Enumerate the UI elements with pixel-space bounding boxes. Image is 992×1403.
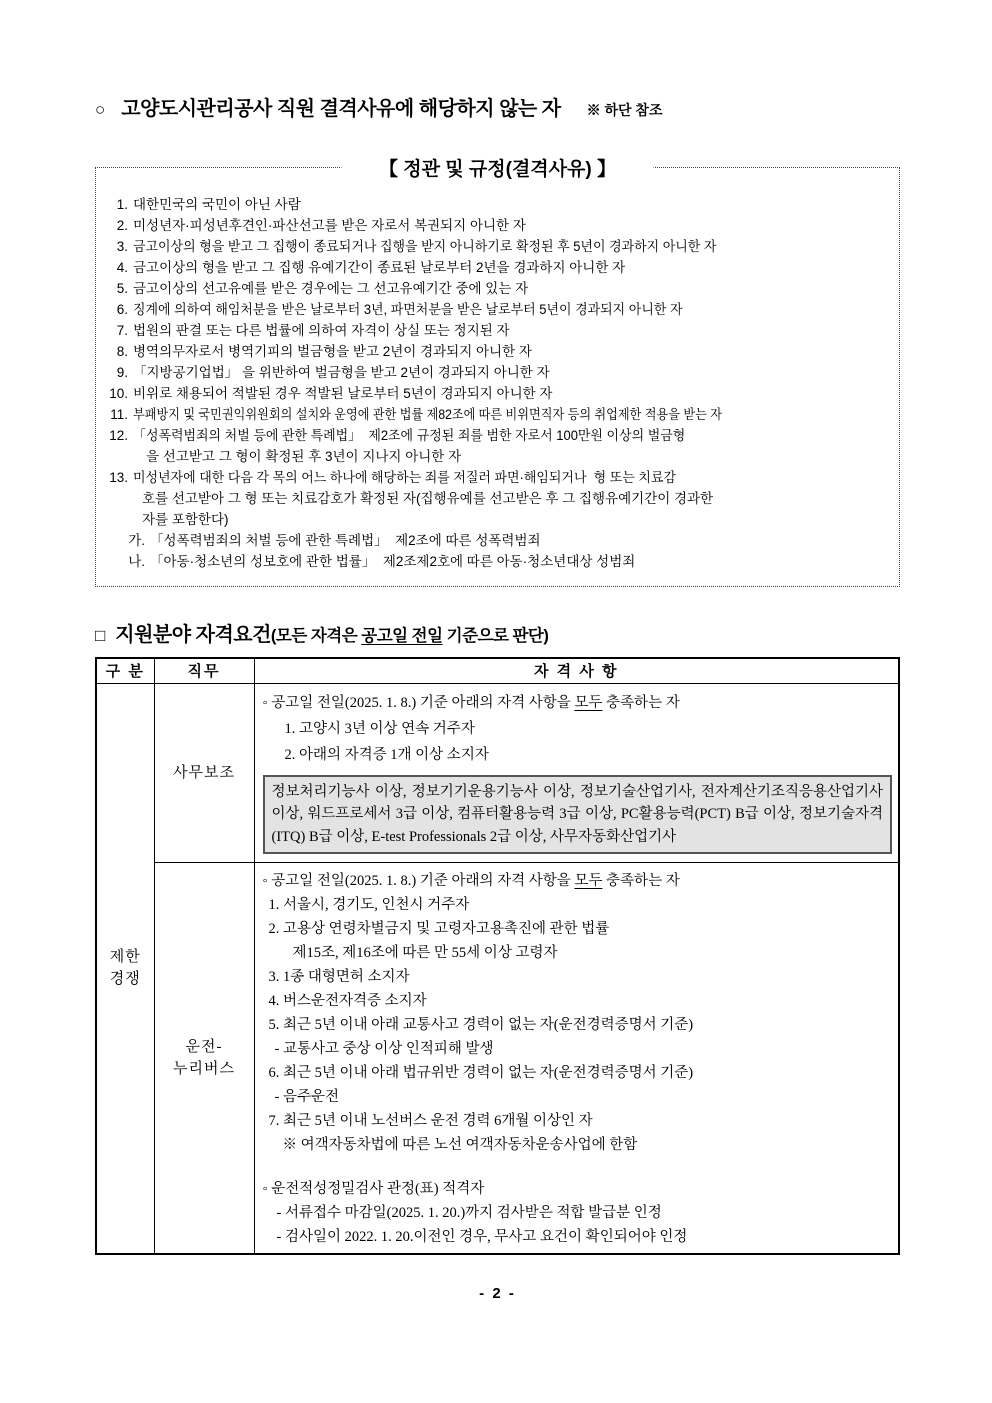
- section-heading: [95, 618, 900, 647]
- disqualification-box-title: 【 정관 및 규정(결격사유) 】: [341, 154, 654, 181]
- disq-item-text: 대한민국의 국민이 아닌 사람: [133, 197, 301, 212]
- section-subtitle-underlined: 공고일 전일: [361, 627, 443, 645]
- disq-item-number: 10.: [109, 386, 128, 401]
- requirement-line: 4. 버스운전자격증 소지자: [268, 992, 427, 1009]
- column-header-category: 구 분: [96, 658, 154, 683]
- disq-item-number: 2.: [116, 218, 128, 233]
- disq-item: [106, 467, 891, 488]
- disq-item: [106, 341, 891, 362]
- requirement-intro-line: ◦ 공고일 전일(2025. 1. 8.) 기준 아래의 자격 사항을 모두 충족하는 자: [262, 694, 680, 711]
- disq-item: [106, 404, 891, 425]
- job-label: 사무보조: [173, 764, 235, 781]
- requirement-line: 2. 아래의 자격증 1개 이상 소지자: [284, 746, 489, 763]
- table-row: [96, 862, 899, 1254]
- disq-item-text: 미성년자에 대한 다음 각 목의 어느 하나에 해당하는 죄를 저질러 파면·해임되거나 형 또는 치료감: [133, 470, 676, 485]
- requirement-line: 5. 최근 5년 이내 아래 교통사고 경력이 없는 자(운전경력증명서 기준): [268, 1016, 694, 1033]
- requirement-line: 1. 고양시 3년 이상 연속 거주자: [284, 720, 475, 737]
- requirements-cell-office-assistant: [254, 683, 899, 862]
- section-subtitle-prefix: (모든 자격은: [270, 627, 362, 645]
- job-cell-bus-driver: [154, 862, 254, 1254]
- disq-item-text: 부패방지 및 국민권익위원회의 설치와 운영에 관한 법률 제82조에 따른 비위면직자 등의 취업제한 적용을 받는 자: [133, 407, 722, 422]
- table-header-row: [96, 658, 899, 683]
- disq-item: [106, 362, 891, 383]
- disq-item-text: 금고이상의 형을 받고 그 집행이 종료되거나 집행을 받지 아니하기로 확정된 후 5년이 경과하지 아니한 자: [133, 239, 717, 254]
- disq-item-continuation: 을 선고받고 그 형이 확정된 후 3년이 지나지 아니한 자: [146, 449, 462, 464]
- qualification-table: [95, 657, 900, 1255]
- requirement-subline: - 음주운전: [274, 1088, 339, 1105]
- disq-item-text: 「지방공기업법」 을 위반하여 벌금형을 받고 2년이 경과되지 아니한 자: [133, 365, 550, 380]
- disq-item-number: 7.: [116, 323, 128, 338]
- page-title: 고양도시관리공사 직원 결격사유에 해당하지 않는 자: [121, 98, 561, 120]
- disq-item-text: 「성폭력범죄의 처벌 등에 관한 특례법」 제2조에 규정된 죄를 범한 자로서 100만원 이상의 벌금형: [133, 428, 686, 443]
- column-header-qualifications: 자 격 사 항: [254, 658, 899, 683]
- requirement-line: 3. 1종 대형면허 소지자: [268, 968, 410, 985]
- table-row: [96, 683, 899, 862]
- disq-item: [106, 215, 891, 236]
- disq-item: [106, 236, 891, 257]
- disq-item-number: 9.: [116, 365, 128, 380]
- disq-item-number: 6.: [116, 302, 128, 317]
- column-header-job: 직무: [154, 658, 254, 683]
- requirement-line: 2. 고용상 연령차별금지 및 고령자고용촉진에 관한 법률: [268, 920, 610, 937]
- certificate-list-box: 정보처리기능사 이상, 정보기기운용기능사 이상, 정보기술산업기사, 전자계산기조직응용산업기사 이상, 워드프로세서 3급 이상, 컴퓨터활용능력 3급 이상, PC활용능력(PCT) B급 이상, 정보기술자격(ITQ) B급 이상, E-test Professionals 2급 이상, 사무자동화산업기사: [263, 775, 893, 855]
- requirement-line: 제15조, 제16조에 따른 만 55세 이상 고령자: [292, 944, 558, 961]
- disq-item-text: 미성년자·피성년후견인·파산선고를 받은 자로서 복권되지 아니한 자: [133, 218, 526, 233]
- disq-item-text: 병역의무자로서 병역기피의 벌금형을 받고 2년이 경과되지 아니한 자: [133, 344, 532, 359]
- disq-item: [106, 320, 891, 341]
- disq-item: [106, 278, 891, 299]
- section-title: 지원분야 자격요건: [115, 624, 271, 646]
- job-label: 누리버스: [173, 1060, 235, 1077]
- disq-subitem-number: 나.: [128, 554, 145, 569]
- requirement-line: 7. 최근 5년 이내 노선버스 운전 경력 6개월 이상인 자: [268, 1112, 593, 1129]
- disq-subitem: [106, 551, 891, 572]
- square-bullet-icon: □: [95, 626, 106, 645]
- requirement-intro-line: ◦ 운전적성정밀검사 관정(표) 적격자: [262, 1180, 485, 1197]
- requirement-line: 6. 최근 5년 이내 아래 법규위반 경력이 없는 자(운전경력증명서 기준): [268, 1064, 694, 1081]
- job-cell-office-assistant: [154, 683, 254, 862]
- job-label: 운전-: [185, 1038, 223, 1055]
- disq-item-text: 법원의 판결 또는 다른 법률에 의하여 자격이 상실 또는 정지된 자: [133, 323, 510, 338]
- requirement-subline: - 서류접수 마감일(2025. 1. 20.)까지 검사받은 적합 발급분 인정: [276, 1204, 662, 1221]
- disq-item-number: 3.: [116, 239, 128, 254]
- category-line: 제한: [109, 949, 141, 965]
- disq-subitem-number: 가.: [128, 533, 145, 548]
- requirement-line: 1. 서울시, 경기도, 인천시 거주자: [268, 896, 470, 913]
- disq-item-text: 징계에 의하여 해임처분을 받은 날로부터 3년, 파면처분을 받은 날로부터 5년이 경과되지 아니한 자: [133, 302, 683, 317]
- header-reference-note: ※ 하단 참조: [586, 102, 663, 118]
- requirement-subline: - 검사일이 2022. 1. 20.이전인 경우, 무사고 요건이 확인되어야 인정: [276, 1228, 688, 1245]
- category-cell-restricted-competition: [96, 683, 154, 1254]
- disq-item-number: 8.: [116, 344, 128, 359]
- section-subtitle: [271, 627, 548, 645]
- doc-header: [95, 92, 900, 121]
- disq-subitem-text: 「아동·청소년의 성보호에 관한 법률」 제2조제2호에 따른 아동·청소년대상 성범죄: [150, 554, 636, 569]
- disq-subitem-text: 「성폭력범죄의 처벌 등에 관한 특례법」 제2조에 따른 성폭력범죄: [150, 533, 541, 548]
- disq-item-text: 금고이상의 형을 받고 그 집행 유예기간이 종료된 날로부터 2년을 경과하지 아니한 자: [133, 260, 626, 275]
- requirements-cell-bus-driver: [254, 862, 899, 1254]
- disq-item-number: 12.: [109, 428, 128, 443]
- requirement-intro-line: ◦ 공고일 전일(2025. 1. 8.) 기준 아래의 자격 사항을 모두 충족하는 자: [262, 872, 680, 889]
- circle-bullet-icon: ○: [95, 100, 106, 119]
- section-subtitle-suffix: 기준으로 판단): [442, 627, 549, 645]
- disq-item-number: 5.: [116, 281, 128, 296]
- category-line: 경쟁: [109, 971, 141, 987]
- requirement-subline: - 교통사고 중상 이상 인적피해 발생: [274, 1040, 494, 1057]
- disq-item: [106, 299, 891, 320]
- disq-item-continuation: 자를 포함한다): [142, 512, 229, 527]
- disq-item: [106, 383, 891, 404]
- disq-item-number: 13.: [109, 470, 128, 485]
- page-number: - 2 -: [479, 1284, 516, 1302]
- disq-item: [106, 425, 891, 446]
- requirement-note-line: ※ 여객자동차법에 따른 노선 여객자동차운송사업에 한함: [282, 1136, 638, 1153]
- disq-item-number: 1.: [116, 197, 128, 212]
- disqualification-box: [95, 159, 900, 587]
- disq-subitem: [106, 530, 891, 551]
- disq-item-number: 11.: [110, 407, 128, 422]
- disq-item: [106, 257, 891, 278]
- disq-item-number: 4.: [116, 260, 128, 275]
- disq-item-continuation: 호를 선고받아 그 형 또는 치료감호가 확정된 자(집행유예를 선고받은 후 그 집행유예기간이 경과한: [142, 491, 714, 506]
- disq-item-text: 비위로 채용되어 적발된 경우 적발된 날로부터 5년이 경과되지 아니한 자: [133, 386, 553, 401]
- disq-item-text: 금고이상의 선고유예를 받은 경우에는 그 선고유예기간 중에 있는 자: [133, 281, 529, 296]
- disq-item: [106, 194, 891, 215]
